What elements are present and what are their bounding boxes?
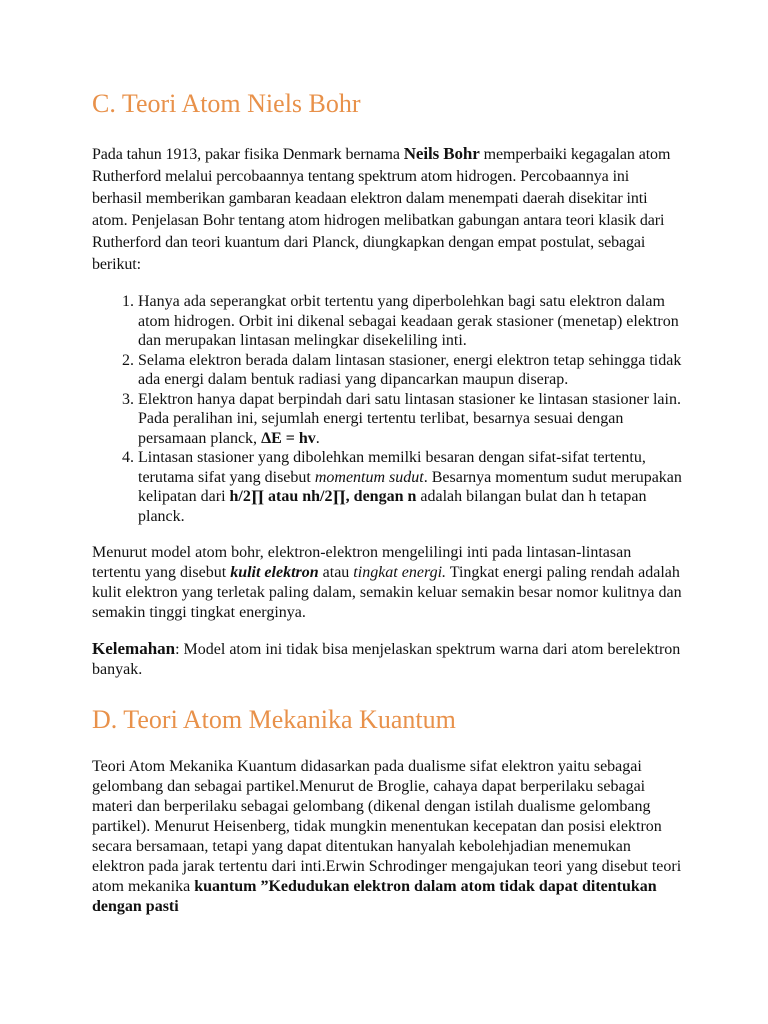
model-text-c: Tingkat energi paling rendah adalah kulit elektron yang terletak paling dalam, semakin keluar semakin besar nomor kulitnya dan semakin tinggi tingkat energinya. <box>92 564 682 622</box>
momentum-term: momentum sudut <box>314 468 424 486</box>
kulit-elektron-term: kulit elektron <box>230 564 319 582</box>
section-d-body <box>92 757 682 917</box>
model-text-b: atau <box>318 564 354 582</box>
postulate-2-text: Selama elektron berada dalam lintasan stasioner, energi elektron tetap sehingga tidak ada energi dalam bentuk radiasi yang dipancarkan maupun diserap. <box>138 351 682 389</box>
model-text-a: Menurut model atom bohr, elektron-elektron mengelilingi inti pada lintasan-lintasan tertentu yang disebut <box>92 544 632 582</box>
quantum-text: Teori Atom Mekanika Kuantum didasarkan pada dualisme sifat elektron yaitu sebagai gelombang dan sebagai partikel.Menurut de Broglie, cahaya dapat berperilaku sebagai materi dan berperilaku sebagai gelombang (dikenal dengan istilah dualisme gelombang partikel). Menurut Heisenberg, tidak mungkin menentukan kecepatan dan posisi elektron secara bersamaan, tetapi yang dapat ditentukan hanyalah kebolehjadian menemukan elektron pada jarak tertentu dari inti.Erwin Schrodinger mengajukan teori yang disebut teori atom mekanika <box>92 758 682 896</box>
postulate-3-text: Elektron hanya dapat berpindah dari satu lintasan stasioner ke lintasan stasioner lain. Pada peralihan ini, sejumlah energi tertentu terlibat, besarnya sesuai dengan persamaan planck, <box>138 390 681 447</box>
postulate-item-3 <box>138 390 682 449</box>
bohr-name: Neils Bohr <box>403 144 480 164</box>
postulate-list <box>92 292 682 526</box>
section-c-title: C. Teori Atom Niels Bohr <box>92 89 361 118</box>
postulate-item-2 <box>138 351 682 390</box>
weakness-label: Kelemahan <box>92 639 176 659</box>
weakness-paragraph <box>92 639 682 680</box>
postulate-4-text-c: adalah bilangan bulat dan h tetapan planck. <box>138 488 647 525</box>
section-c-intro <box>92 143 682 276</box>
momentum-formula: h/2∏ atau nh/2∏, dengan n <box>229 488 417 506</box>
bohr-model-paragraph <box>92 543 682 623</box>
postulate-4-text-b: . Besarnya momentum sudut merupakan kelipatan dari <box>138 468 682 506</box>
section-d-title: D. Teori Atom Mekanika Kuantum <box>92 705 456 735</box>
document-page <box>92 0 682 917</box>
weakness-text: : Model atom ini tidak bisa menjelaskan spektrum warna dari atom berelektron banyak. <box>92 641 681 679</box>
postulate-4-text-a: Lintasan stasioner yang dibolehkan memilki besaran dengan sifat-sifat tertentu, terutama sifat yang disebut <box>138 449 646 486</box>
quantum-bold-tail: kuantum ”Kedudukan elektron dalam atom tidak dapat ditentukan dengan pasti <box>92 878 657 916</box>
tingkat-energi-term: tingkat energi. <box>353 564 447 582</box>
postulate-item-4 <box>138 448 682 526</box>
planck-formula: ΔE = hv <box>261 429 316 447</box>
postulate-1-text: Hanya ada seperangkat orbit tertentu yang diperbolehkan bagi satu elektron dalam atom hidrogen. Orbit ini dikenal sebagai keadaan gerak stasioner (menetap) elektron dan merupakan lintasan melingkar disekeliling inti. <box>138 293 679 350</box>
intro-text-after: memperbaiki kegagalan atom Rutherford melalui percobaannya tentang spektrum atom hidrogen. Percobaannya ini berhasil memberikan gambaran keadaan elektron dalam menempati daerah disekitar inti atom. Penjelasan Bohr tentang atom hidrogen melibatkan gabungan antara teori klasik dari Rutherford dan teori kuantum dari Planck, diungkapkan dengan empat postulat, sebagai berikut: <box>92 146 671 274</box>
postulate-item-1 <box>138 292 682 351</box>
intro-text-before: Pada tahun 1913, pakar fisika Denmark bernama <box>92 146 404 164</box>
postulate-3-end: . <box>315 429 320 447</box>
